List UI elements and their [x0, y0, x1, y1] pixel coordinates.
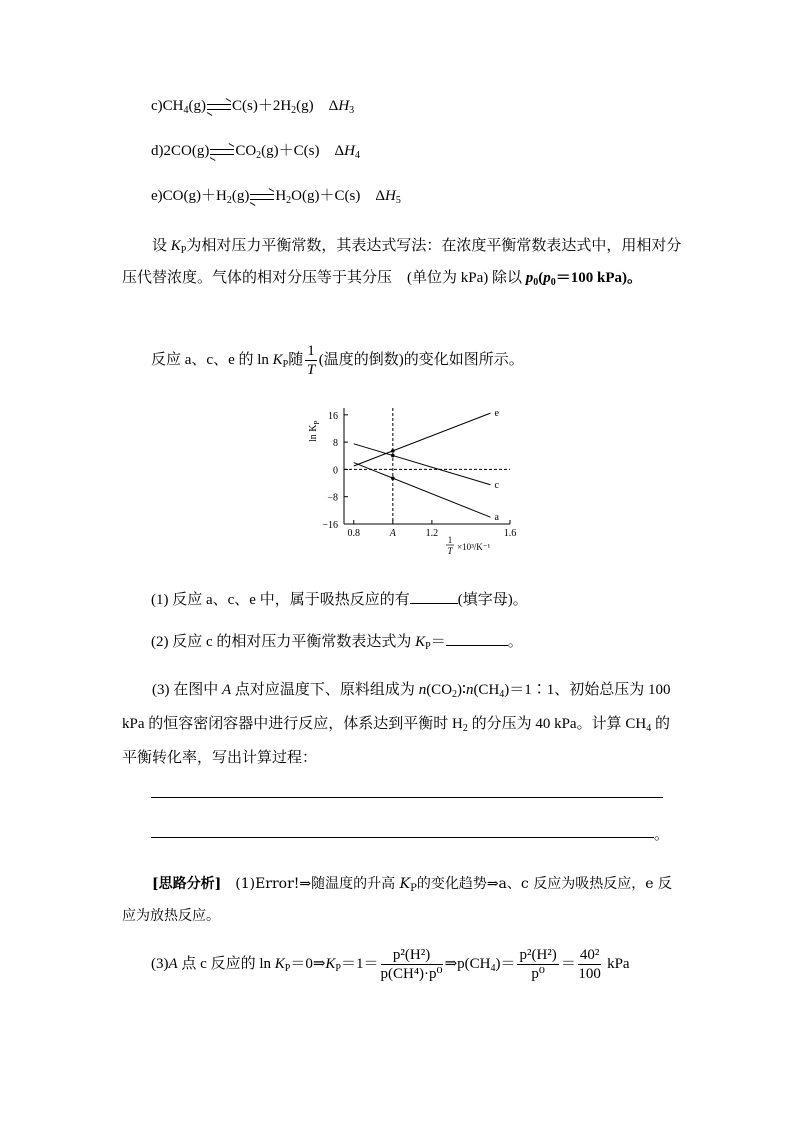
- x-tick-label: 0.8: [347, 528, 361, 539]
- series-line-c: [354, 444, 491, 485]
- x-label-unit: ×10³/K⁻¹: [457, 542, 491, 552]
- x-tick-label: A: [389, 528, 396, 539]
- y-axis-label: $\ln K_P$: [308, 420, 321, 442]
- lnkp-vs-inverse-t-chart: [300, 400, 530, 560]
- analysis-formula: (3)A 点 c 反应的 $\ln K_P=0\Rightarrow K_P=1=$ $\frac{\text{p²(H²)}}{\text{p(CH⁴)·p⁰}}$ $\Rightarrow p(CH_4)=$ $\frac{\text{p²(H²)}}{\text{p⁰}}$ ＝ $\frac{\text{40²}}{100}$ kPa: [151, 947, 630, 983]
- a-point-e: [391, 449, 395, 453]
- answer-line-2[interactable]: [151, 837, 654, 838]
- equation-e: $e)CO(g)+H_2(g)$ $H_2O(g)+C(s)$ $\Delta H_5$: [151, 188, 401, 206]
- question-1: (1) 反应 a、c、e 中，属于吸热反应的有 (填字母)。: [151, 589, 528, 610]
- answer-period: 。: [654, 827, 670, 843]
- answer-blank-1[interactable]: [410, 589, 458, 604]
- kp-fraction: $\frac{\text{p²(H²)}}{\text{p(CH⁴)·p⁰}}$: [380, 947, 443, 983]
- y-tick-label: 0: [333, 465, 338, 477]
- question-3: (3) 在图中 A 点对应温度下、原料组成为 $n(CO_2)∶n(CH_4)=1∶1$、初始总压为 100 kPa 的恒容密闭容器中进行反应，体系达到平衡时 $H_2$ 的分压为 40 kPa。计算 $CH_4$ 的平衡转化率，写出计算过程：: [122, 682, 671, 766]
- series-label-e: e: [494, 408, 499, 420]
- y-tick-label: −8: [327, 492, 338, 504]
- series-label-a: a: [494, 512, 499, 524]
- answer-blank-2[interactable]: [446, 631, 508, 646]
- figure-intro: 反应 a、c、e 的 $\ln K_P$随 $\frac{1}{T}$ (温度的倒数)的变化如图所示。: [151, 343, 524, 378]
- a-point-c: [391, 454, 395, 458]
- y-tick-label: 8: [333, 438, 338, 450]
- x-tick-label: 1.6: [503, 528, 517, 539]
- a-point-a: [391, 476, 395, 480]
- equilibrium-arrow-icon: [250, 193, 274, 201]
- equation-d: d)2CO(g) $CO_2(g)+C(s)$ $\Delta H_4$: [151, 143, 360, 161]
- series-line-e: [354, 413, 491, 466]
- equilibrium-arrow-icon: [207, 103, 231, 111]
- x-tick-label: 1.2: [425, 528, 439, 539]
- analysis-paragraph: [思路分析] (1)Error!⇒随温度的升高 $K_P$的变化趋势⇒a、c 反应为吸热反应，e 反应为放热反应。: [122, 876, 672, 924]
- equilibrium-arrow-icon: [210, 148, 234, 156]
- numeric-fraction: $\frac{\text{40²}}{100}$: [578, 947, 601, 983]
- series-line-a: [354, 463, 491, 518]
- x-label-den: T: [447, 546, 453, 556]
- x-label-num: 1: [447, 535, 453, 545]
- answer-line-1[interactable]: [151, 797, 663, 798]
- question-2: (2) 反应 c 的相对压力平衡常数表达式为 $K_P=$ 。: [151, 631, 523, 652]
- equation-c: $c)CH_4(g)$ $C(s)+2H_2(g)$ $\Delta H_3$: [151, 98, 355, 116]
- definition-paragraph: 设 $K_P$为相对压力平衡常数，其表达式写法：在浓度平衡常数表达式中，用相对分压代替浓度。气体的相对分压等于其分压 (单位为 kPa) 除以 $p_0(p_0=100$ kPa)。: [122, 238, 682, 288]
- inverse-temperature-fraction: $\frac{1}{T}$: [306, 343, 316, 378]
- pch4-fraction: $\frac{\text{p²(H²)}}{\text{p⁰}}$: [519, 947, 557, 983]
- y-tick-label: 16: [328, 410, 338, 422]
- y-tick-label: −16: [322, 520, 338, 531]
- series-label-c: c: [494, 479, 499, 491]
